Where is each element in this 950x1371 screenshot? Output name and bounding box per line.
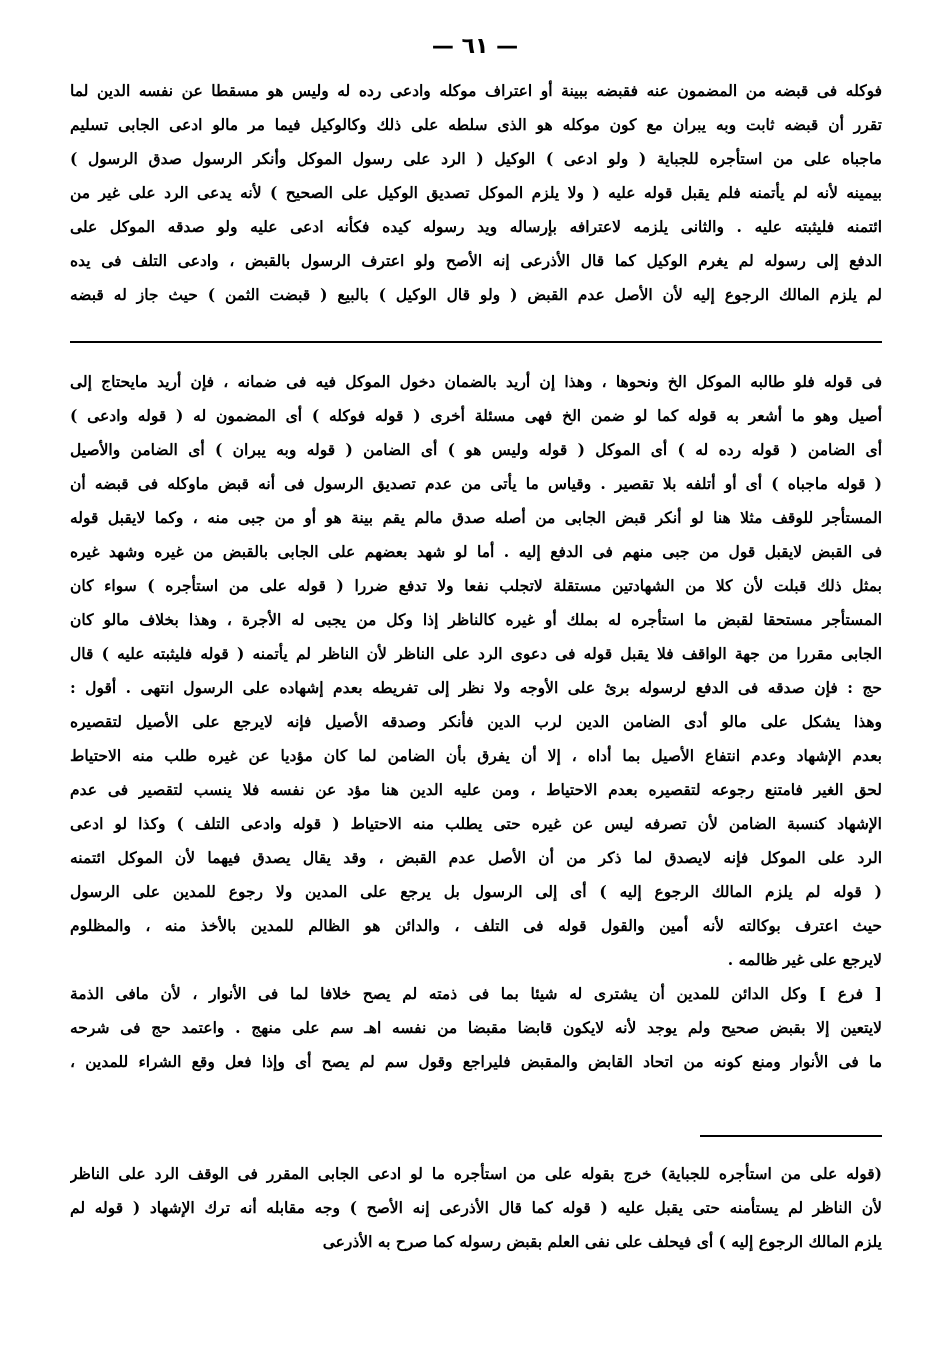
main-text-line: تقرر أن قبضه ثابت وبه يبران مع كون موكله هو الذى سلطه على ذلك وكالوكيل فيما مر مالو ادعى الجابى تسليم: [70, 115, 882, 134]
commentary-line: الجابى مقررا من جهة الواقف فلا يقبل قوله فى دعوى الرد على الناظر لأن الناظر لم يأتمنه ( قوله فليثبته عليه ) قال: [70, 644, 882, 663]
commentary-line: ما فى الأنوار ومنع كونه من اتحاد القابض والمقبض فليراجع وقول سم لم يصح أى وإذا فعل وقع الشراء للمدين ،: [70, 1052, 882, 1071]
main-text-line: فوكله فى قبضه من المضمون عنه فقبضه ببينة أو اعتراف موكله وادعى رده له وليس هو مسقطا عن نفسه الدين لما: [70, 81, 882, 100]
commentary-line: ( قوله ماجباه ) أى أو أتلفه بلا تقصير . وقياس ما يأتى من عدم تصديق الرسول فى أنه قبض ماوكله فى قبضه أن: [70, 474, 882, 493]
commentary-text: [70, 365, 882, 1079]
commentary-line: الإشهاد كنسبة الضامن لأن تصرفه ليس عن غيره حتى يطلب منه الاحتياط ( قوله وادعى التلف ) وكذا لو ادعى: [70, 814, 882, 833]
main-text-line: ائتمنه فليثبته عليه . والثانى يلزمه لاعترافه بإرساله ويد رسوله كيده فكأنه ادعى عليه ولو صدقه الموكل على: [70, 217, 882, 236]
commentary-line: لايرجع على غير ظالمه .: [727, 950, 882, 969]
footnote-line: لأن الناظر لم يستأمنه حتى يقبل عليه ( قوله كما قال الأذرعى إنه الأصح ) وجه مقابله أنه ترك الإشهاد ( قوله لم: [70, 1198, 882, 1217]
commentary-line: حيث اعترف بوكالته لأنه أمين والقول قوله فى التلف ، والدائن هو الظالم للمدين بالأخذ منه ، والمظلوم: [70, 916, 882, 935]
footnote-divider: [700, 1135, 882, 1137]
commentary-line: فى القبض لايقبل قول من جبى منهم فى الدفع إليه . أما لو شهد بعضهم على الجابى بالقبض من غيره وشهد غيره: [70, 542, 882, 561]
page-number: — ٦١ —: [431, 34, 519, 59]
commentary-line: الرد على الموكل فإنه لايصدق لما ذكر من أن الأصل عدم القبض ، وقد يقال يصدق فيهما لأن الموكل ائتمنه: [70, 848, 882, 867]
commentary-line: لايتعين إلا بقبض صحيح ولم يوجد لأنه لايكون قابضا مقبضا من نفسه اهـ سم على منهج . واعتمد حج فى شرحه: [70, 1018, 882, 1037]
footnote-line: (قوله على من استأجره للجباية) خرج بقوله على من استأجره ما لو ادعى الجابى المقرر فى الوقف الرد على الناظر: [70, 1164, 882, 1183]
commentary-line: بعدم الإشهاد وعدم انتفاع الأصيل بما أداه ، إلا أن يفرق بأن الضامن لما كان مؤديا عن غيره طلب منه الاحتياط: [70, 746, 882, 765]
commentary-line: لحق الغير فامتنع رجوعه لتقصيره بعدم الاحتياط ، ومن عليه الدين هنا مؤد عن نفسه فلا ينسب لتقصير فى عدم: [70, 780, 882, 799]
main-text-line: بيمينه لأنه لم يأتمنه فلم يقبل قوله عليه ( ولا يلزم الموكل تصديق الوكيل على الصحيح ) لأنه يدعى الرد على غير من: [70, 183, 882, 202]
commentary-line: أى الضامن ( قوله رده له ) أى الموكل ( قوله وليس هو ) أى الضامن ( قوله وبه يبران ) أى الضامن والأصيل: [70, 440, 882, 459]
commentary-line: المستأجر للوقف مثلا هنا لو أنكر قبض الجابى من أصله صدق مالم يقم بينة هو أو من جبى منه ، وكما لايقبل قوله: [70, 508, 882, 527]
commentary-line: بمثل ذلك قبلت لأن كلا من الشهادتين مستقلة لاتجلب نفعا ولا تدفع ضررا ( قوله على من استأجره ) سواء كان: [70, 576, 882, 595]
commentary-line: فى قوله فلو طالبه الموكل الخ ونحوها ، وهذا إن أريد بالضمان دخول الموكل فيه فى ضمانه ، فإن أريد مايحتاج إلى: [70, 372, 882, 391]
commentary-line: [ فرع ] وكل الدائن للمدين أن يشترى له شيئا بما فى ذمته لم يصح خلافا لما فى الأنوار ، لأن مافى الذمة: [70, 984, 882, 1003]
main-text: [70, 74, 882, 312]
commentary-line: وهذا يشكل على مالو أدى الضامن الدين لرب الدين فأنكر وصدقه الأصيل فإنه لايرجع على الأصيل لتقصيره: [70, 712, 882, 731]
section-divider: [70, 341, 882, 343]
main-text-line: لم يلزم المالك الرجوع إليه لأن الأصل عدم القبض ( ولو قال الوكيل ) بالبيع ( قبضت الثمن ) حيث جاز له قبضه: [70, 285, 882, 304]
main-text-line: الدفع إلى رسوله لم يغرم الوكيل كما قال الأذرعى إنه الأصح ولو اعترف الرسول بالقبض ، وادعى التلف فى يده: [70, 251, 882, 270]
footnote-text: [70, 1157, 882, 1259]
main-text-line: ماجباه على من استأجره للجباية ( ولو ادعى ) الوكيل ( الرد على رسول الموكل وأنكر الرسول صدق الرسول ): [70, 149, 882, 168]
footnote-line: يلزم المالك الرجوع إليه ) أى فيحلف على نفى العلم بقبض رسوله كما صرح به الأذرعى: [322, 1232, 882, 1251]
commentary-line: ( قوله لم يلزم المالك الرجوع إليه ) أى إلى الرسول بل يرجع على المدين ولا رجوع للمدين على الرسول: [70, 882, 882, 901]
commentary-line: المستأجر مستحقا لقبض ما استأجره له بملك أو غيره كالناظر إذا وكل من يجبى له الأجرة ، وهذا بخلاف مالو كان: [70, 610, 882, 629]
commentary-line: حج : فإن صدقه فى الدفع لرسوله برئ على الأوجه ولا نظر إلى تفريطه بعدم إشهاده على الرسول انتهى . أقول :: [70, 678, 882, 697]
commentary-line: أصيل وهو ما أشعر به قوله كما لو ضمن الخ فهى مسئلة أخرى ( قوله فوكله ) أى المضمون له ( قوله وادعى ): [70, 406, 882, 425]
